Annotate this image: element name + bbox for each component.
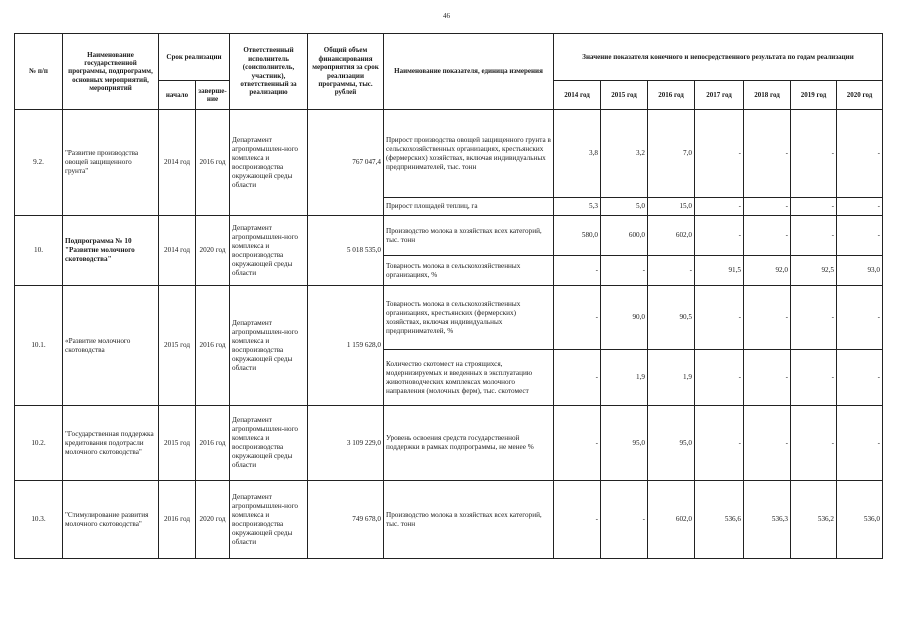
row-end: 2020 год bbox=[196, 481, 230, 559]
header-indicator: Наименование показателя, единица измерения bbox=[384, 34, 554, 110]
header-year: 2017 год bbox=[695, 81, 744, 110]
row-num: 10.3. bbox=[15, 481, 63, 559]
row-num: 10.1. bbox=[15, 286, 63, 406]
indicator-value: - bbox=[791, 406, 837, 481]
table-row bbox=[15, 406, 883, 481]
row-num: 10. bbox=[15, 216, 63, 286]
header-num: № п/п bbox=[15, 34, 63, 110]
indicator-value: 5,0 bbox=[601, 198, 648, 216]
indicator-value: - bbox=[837, 286, 883, 350]
row-name: "Стимулирование развития молочного скотоводства" bbox=[63, 481, 159, 559]
header-year: 2015 год bbox=[601, 81, 648, 110]
row-name: Подпрограмма № 10 "Развитие молочного скотоводства" bbox=[63, 216, 159, 286]
row-funding: 5 018 535,0 bbox=[308, 216, 384, 286]
indicator-value: - bbox=[648, 256, 695, 286]
indicator-value: - bbox=[554, 406, 601, 481]
indicator-value: 602,0 bbox=[648, 216, 695, 256]
indicator-value: - bbox=[695, 286, 744, 350]
indicator-value: 91,5 bbox=[695, 256, 744, 286]
program-indicators-table bbox=[14, 33, 883, 559]
row-funding: 749 678,0 bbox=[308, 481, 384, 559]
row-start: 2015 год bbox=[159, 406, 196, 481]
row-executor: Департамент агропромышлен-ного комплекса и воспроизводства окружающей среды области bbox=[230, 481, 308, 559]
indicator-value: - bbox=[695, 406, 744, 481]
indicator-value: - bbox=[837, 406, 883, 481]
indicator-value: 600,0 bbox=[601, 216, 648, 256]
indicator-value: 5,3 bbox=[554, 198, 601, 216]
indicator-value: - bbox=[695, 198, 744, 216]
row-end: 2020 год bbox=[196, 216, 230, 286]
indicator-value: - bbox=[695, 216, 744, 256]
row-num: 10.2. bbox=[15, 406, 63, 481]
indicator-value: 536,6 bbox=[695, 481, 744, 559]
indicator-value: 90,0 bbox=[601, 286, 648, 350]
indicator-name: Уровень освоения средств государственной поддержки в рамках подпрограммы, не менее % bbox=[384, 406, 554, 481]
row-funding: 3 109 229,0 bbox=[308, 406, 384, 481]
indicator-value: 15,0 bbox=[648, 198, 695, 216]
row-end: 2016 год bbox=[196, 286, 230, 406]
indicator-value: 1,9 bbox=[648, 350, 695, 406]
indicator-value: - bbox=[744, 216, 791, 256]
indicator-value: - bbox=[791, 286, 837, 350]
indicator-value: - bbox=[601, 481, 648, 559]
indicator-value: - bbox=[837, 198, 883, 216]
indicator-value: 92,5 bbox=[791, 256, 837, 286]
indicator-name: Производство молока в хозяйствах всех категорий, тыс. тонн bbox=[384, 481, 554, 559]
row-name: «Развитие молочного скотоводства bbox=[63, 286, 159, 406]
header-year: 2014 год bbox=[554, 81, 601, 110]
row-name: "Государственная поддержка кредитования подотрасли молочного скотоводства" bbox=[63, 406, 159, 481]
indicator-value: - bbox=[695, 110, 744, 198]
indicator-value: - bbox=[744, 350, 791, 406]
indicator-name: Товарность молока в сельскохозяйственных организациях, % bbox=[384, 256, 554, 286]
indicator-value: 95,0 bbox=[601, 406, 648, 481]
indicator-value: - bbox=[837, 350, 883, 406]
indicator-value: 92,0 bbox=[744, 256, 791, 286]
indicator-value: 90,5 bbox=[648, 286, 695, 350]
indicator-value: - bbox=[744, 198, 791, 216]
table-row bbox=[15, 216, 883, 256]
indicator-value: 7,0 bbox=[648, 110, 695, 198]
indicator-value: - bbox=[744, 110, 791, 198]
indicator-value: - bbox=[837, 110, 883, 198]
indicator-value: 3,8 bbox=[554, 110, 601, 198]
indicator-value: 1,9 bbox=[601, 350, 648, 406]
indicator-value: - bbox=[744, 286, 791, 350]
row-executor: Департамент агропромышлен-ного комплекса и воспроизводства окружающей среды области bbox=[230, 216, 308, 286]
header-start: начало bbox=[159, 81, 196, 110]
row-start: 2015 год bbox=[159, 286, 196, 406]
row-name: "Развитие производства овощей защищенного грунта" bbox=[63, 110, 159, 216]
indicator-value: - bbox=[601, 256, 648, 286]
row-start: 2016 год bbox=[159, 481, 196, 559]
row-executor: Департамент агропромышлен-ного комплекса и воспроизводства окружающей среды области bbox=[230, 406, 308, 481]
header-end: заверше-ние bbox=[196, 81, 230, 110]
indicator-value: 3,2 bbox=[601, 110, 648, 198]
row-num: 9.2. bbox=[15, 110, 63, 216]
indicator-value: - bbox=[791, 350, 837, 406]
indicator-name: Товарность молока в сельскохозяйственных организациях, крестьянских (фермерских) хозяйствах, включая индивидуальных предпринимателей, % bbox=[384, 286, 554, 350]
header-year: 2020 год bbox=[837, 81, 883, 110]
table-row bbox=[15, 286, 883, 350]
indicator-value: - bbox=[744, 406, 791, 481]
row-end: 2016 год bbox=[196, 110, 230, 216]
table-row bbox=[15, 110, 883, 198]
indicator-value: - bbox=[554, 256, 601, 286]
indicator-name: Прирост площадей теплиц, га bbox=[384, 198, 554, 216]
indicator-name: Производство молока в хозяйствах всех категорий, тыс. тонн bbox=[384, 216, 554, 256]
indicator-value: - bbox=[837, 216, 883, 256]
indicator-value: - bbox=[554, 286, 601, 350]
row-start: 2014 год bbox=[159, 216, 196, 286]
row-start: 2014 год bbox=[159, 110, 196, 216]
row-end: 2016 год bbox=[196, 406, 230, 481]
indicator-value: - bbox=[791, 198, 837, 216]
indicator-value: 536,0 bbox=[837, 481, 883, 559]
indicator-value: - bbox=[791, 216, 837, 256]
header-year: 2018 год bbox=[744, 81, 791, 110]
header-name: Наименование государственной программы, подпрограмм, основных мероприятий, мероприятий bbox=[63, 34, 159, 110]
indicator-value: 536,2 bbox=[791, 481, 837, 559]
indicator-value: - bbox=[791, 110, 837, 198]
page-number: 46 bbox=[443, 12, 450, 20]
header-year: 2016 год bbox=[648, 81, 695, 110]
row-executor: Департамент агропромышлен-ного комплекса и воспроизводства окружающей среды области bbox=[230, 110, 308, 216]
indicator-value: 602,0 bbox=[648, 481, 695, 559]
indicator-value: - bbox=[554, 350, 601, 406]
indicator-name: Прирост производства овощей защищенного грунта в сельскохозяйственных организациях, крестьянских (фермерских) хозяйствах, включая индивидуальных предпринимателей, тыс. тонн bbox=[384, 110, 554, 198]
row-executor: Департамент агропромышлен-ного комплекса и воспроизводства окружающей среды области bbox=[230, 286, 308, 406]
header-funding: Общий объем финансирования мероприятия за срок реализации программы, тыс. рублей bbox=[308, 34, 384, 110]
header-year: 2019 год bbox=[791, 81, 837, 110]
row-funding: 1 159 628,0 bbox=[308, 286, 384, 406]
indicator-value: 580,0 bbox=[554, 216, 601, 256]
indicator-value: 536,3 bbox=[744, 481, 791, 559]
row-funding: 767 047,4 bbox=[308, 110, 384, 216]
indicator-value: - bbox=[554, 481, 601, 559]
indicator-name: Количество скотомест на строящихся, модернизируемых и введенных в эксплуатацию животноводческих комплексах молочного направления (молочных ферм), тыс. скотомест bbox=[384, 350, 554, 406]
indicator-value: 93,0 bbox=[837, 256, 883, 286]
indicator-value: - bbox=[695, 350, 744, 406]
header-executor: Ответственный исполнитель (соисполнитель, участник), ответственный за реализацию bbox=[230, 34, 308, 110]
table-row bbox=[15, 481, 883, 559]
indicator-value: 95,0 bbox=[648, 406, 695, 481]
header-period: Срок реализации bbox=[159, 34, 230, 81]
header-values: Значение показателя конечного и непосредственного результата по годам реализации bbox=[554, 34, 883, 81]
